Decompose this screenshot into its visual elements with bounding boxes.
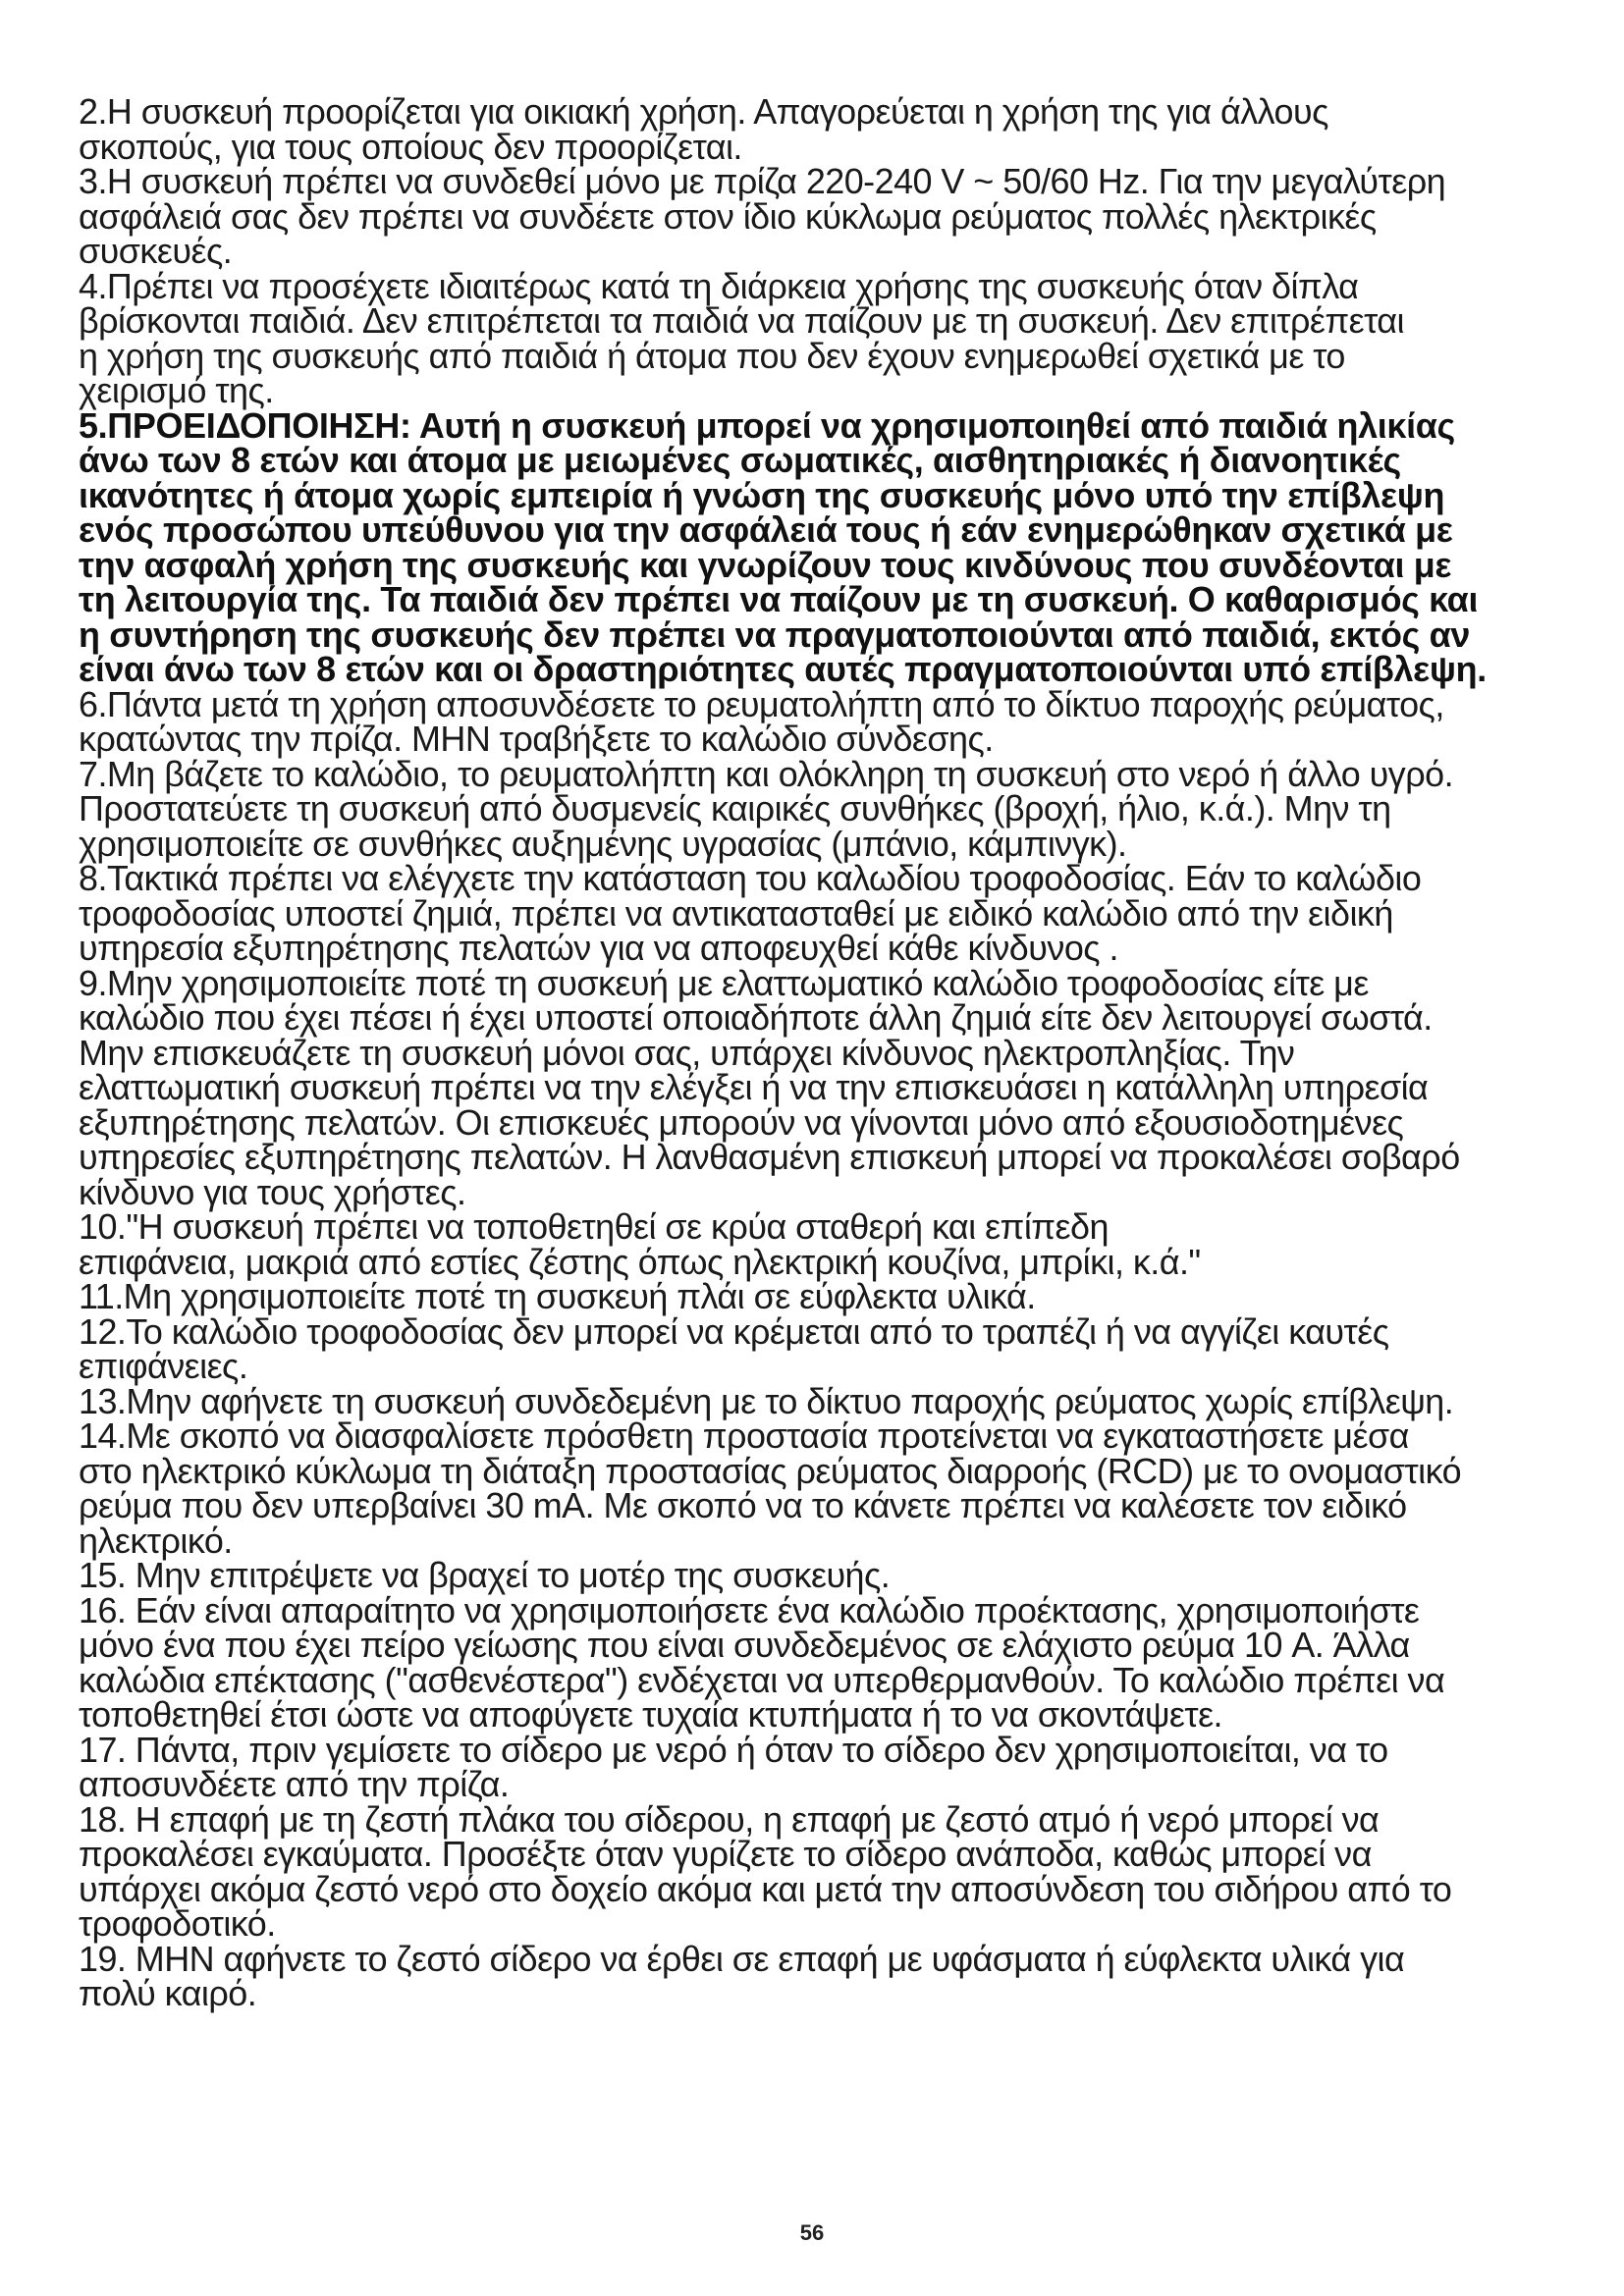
text-line: Μην επισκευάζετε τη συσκευή μόνοι σας, υπάρχει κίνδυνος ηλεκτροπληξίας. Την [79, 1032, 1295, 1073]
warning-text-line: ενός προσώπου υπεύθυνου για την ασφάλειά τους ή εάν ενημερώθηκαν σχετικά με [79, 509, 1453, 550]
text-line: χειρισμό της. [79, 370, 274, 410]
text-line: μόνο ένα που έχει πείρο γείωσης που είναι συνδεδεμένος σε ελάχιστο ρεύμα 10 A. Άλλα [79, 1625, 1410, 1665]
text-lines [79, 91, 1551, 2013]
text-line: κρατώντας την πρίζα. ΜΗΝ τραβήξετε το καλώδιο σύνδεσης. [79, 719, 994, 759]
text-line: 3.Η συσκευή πρέπει να συνδεθεί μόνο με πρίζα 220-240 V ~ 50/60 Hz. Για την μεγαλύτερη [79, 161, 1446, 201]
text-line: 6.Πάντα μετά τη χρήση αποσυνδέσετε το ρευματολήπτη από το δίκτυο παροχής ρεύματος, [79, 683, 1444, 724]
text-line: επιφάνειες. [79, 1346, 248, 1386]
text-line: πολύ καιρό. [79, 1973, 257, 2013]
warning-text-line: η συντήρηση της συσκευής δεν πρέπει να πραγματοποιούνται από παιδιά, εκτός αν [79, 614, 1471, 655]
text-line: προκαλέσει εγκαύματα. Προσέξτε όταν γυρίζετε το σίδερο ανάποδα, καθώς μπορεί να [79, 1834, 1372, 1874]
text-line: 15. Μην επιτρέψετε να βραχεί το μοτέρ της συσκευής. [79, 1555, 891, 1595]
text-line: 16. Εάν είναι απαραίτητο να χρησιμοποιήσετε ένα καλώδιο προέκτασης, χρησιμοποιήστε [79, 1589, 1420, 1630]
text-line: υπάρχει ακόμα ζεστό νερό στο δοχείο ακόμα και μετά την αποσύνδεση του σιδήρου από το [79, 1868, 1452, 1909]
warning-text-line: την ασφαλή χρήση της συσκευής και γνωρίζουν τους κινδύνους που συνδέονται με [79, 544, 1452, 585]
text-line: τροφοδοτικό. [79, 1903, 276, 1944]
text-line: ηλεκτρικό. [79, 1520, 233, 1561]
text-line: 19. ΜΗΝ αφήνετε το ζεστό σίδερο να έρθει σε επαφή με υφάσματα ή εύφλεκτα υλικά για [79, 1938, 1405, 1979]
document-body [79, 91, 1551, 2013]
text-line: 2.Η συσκευή προορίζεται για οικιακή χρήση. Απαγορεύεται η χρήση της για άλλους [79, 91, 1328, 132]
warning-text-line: είναι άνω των 8 ετών και οι δραστηριότητες αυτές πραγματοποιούνται υπό επίβλεψη. [79, 649, 1487, 689]
text-line: συσκευές. [79, 231, 233, 271]
text-line: 4.Πρέπει να προσέχετε ιδιαιτέρως κατά τη διάρκεια χρήσης της συσκευής όταν δίπλα [79, 265, 1359, 306]
text-line: στο ηλεκτρικό κύκλωμα τη διάταξη προστασίας ρεύματος διαρροής (RCD) με το ονομαστικό [79, 1450, 1462, 1491]
text-line: 9.Μην χρησιμοποιείτε ποτέ τη συσκευή με ελαττωματικό καλώδιο τροφοδοσίας είτε με [79, 962, 1369, 1003]
warning-text-line: άνω των 8 ετών και άτομα με μειωμένες σωματικές, αισθητηριακές ή διανοητικές [79, 440, 1401, 480]
warning-text-line: ικανότητες ή άτομα χωρίς εμπειρία ή γνώση της συσκευής μόνο υπό την επίβλεψη [79, 474, 1445, 515]
text-line: υπηρεσίες εξυπηρέτησης πελατών. Η λανθασμένη επισκευή μπορεί να προκαλέσει σοβαρό [79, 1137, 1460, 1177]
text-line: επιφάνεια, μακριά από εστίες ζέστης όπως ηλεκτρική κουζίνα, μπρίκι, κ.ά." [79, 1241, 1201, 1282]
warning-text-line: τη λειτουργία της. Τα παιδιά δεν πρέπει να παίζουν με τη συσκευή. Ο καθαρισμός και [79, 579, 1479, 619]
text-line: καλώδια επέκτασης ("ασθενέστερα") ενδέχεται να υπερθερμανθούν. Το καλώδιο πρέπει να [79, 1659, 1445, 1700]
text-line: 18. Η επαφή με τη ζεστή πλάκα του σίδερου, η επαφή με ζεστό ατμό ή νερό μπορεί να [79, 1798, 1380, 1840]
text-line: τροφοδοσίας υποστεί ζημιά, πρέπει να αντικατασταθεί με ειδικό καλώδιο από την ειδική [79, 892, 1393, 934]
text-line: 11.Μη χρησιμοποιείτε ποτέ τη συσκευή πλάι σε εύφλεκτα υλικά. [79, 1276, 1036, 1316]
text-line: 17. Πάντα, πριν γεμίσετε το σίδερο με νερό ή όταν το σίδερο δεν χρησιμοποιείται, να το [79, 1729, 1388, 1770]
text-line: ασφάλειά σας δεν πρέπει να συνδέετε στον ίδιο κύκλωμα ρεύματος πολλές ηλεκτρικές [79, 195, 1377, 237]
text-line: 10."Η συσκευή πρέπει να τοποθετηθεί σε κρύα σταθερή και επίπεδη [79, 1206, 1109, 1247]
text-line: 7.Μη βάζετε το καλώδιο, το ρευματολήπτη και ολόκληρη τη συσκευή στο νερό ή άλλο υγρό. [79, 753, 1454, 794]
text-line: ρεύμα που δεν υπερβαίνει 30 mA. Με σκοπό να το κάνετε πρέπει να καλέσετε τον ειδικό [79, 1485, 1407, 1525]
text-line: εξυπηρέτησης πελατών. Οι επισκευές μπορούν να γίνονται μόνο από εξουσιοδοτημένες [79, 1101, 1404, 1143]
text-line: αποσυνδέετε από την πρίζα. [79, 1764, 510, 1804]
text-line: κίνδυνο για τους χρήστες. [79, 1171, 466, 1212]
warning-text-line: 5.ΠΡΟΕΙΔΟΠΟΙΗΣΗ: Αυτή η συσκευή μπορεί να χρησιμοποιηθεί από παιδιά ηλικίας [79, 404, 1455, 446]
text-line: η χρήση της συσκευής από παιδιά ή άτομα που δεν έχουν ενημερωθεί σχετικά με το [79, 335, 1345, 376]
text-line: σκοπούς, για τους οποίους δεν προορίζεται. [79, 126, 742, 167]
text-line: τοποθετηθεί έτσι ώστε να αποφύγετε τυχαία κτυπήματα ή το να σκοντάψετε. [79, 1694, 1223, 1735]
text-line: βρίσκονται παιδιά. Δεν επιτρέπεται τα παιδιά να παίζουν με τη συσκευή. Δεν επιτρέπεται [79, 300, 1404, 341]
text-line: 13.Μην αφήνετε τη συσκευή συνδεδεμένη με το δίκτυο παροχής ρεύματος χωρίς επίβλεψη. [79, 1380, 1454, 1421]
text-line: καλώδιο που έχει πέσει ή έχει υποστεί οποιαδήποτε άλλη ζημιά είτε δεν λειτουργεί σωστά. [79, 997, 1433, 1038]
text-line: Προστατεύετε τη συσκευή από δυσμενείς καιρικές συνθήκες (βροχή, ήλιο, κ.ά.). Μην τη [79, 788, 1391, 828]
page-number: 56 [799, 2220, 825, 2245]
text-line: χρησιμοποιείτε σε συνθήκες αυξημένης υγρασίας (μπάνιο, κάμπινγκ). [79, 823, 1127, 864]
text-line: 12.Το καλώδιο τροφοδοσίας δεν μπορεί να κρέμεται από το τραπέζι ή να αγγίζει καυτές [79, 1310, 1389, 1352]
text-line: υπηρεσία εξυπηρέτησης πελατών για να αποφευχθεί κάθε κίνδυνος . [79, 928, 1118, 968]
text-line: 14.Με σκοπό να διασφαλίσετε πρόσθετη προστασία προτείνεται να εγκαταστήσετε μέσα [79, 1415, 1409, 1456]
text-line: 8.Τακτικά πρέπει να ελέγχετε την κατάσταση του καλωδίου τροφοδοσίας. Εάν το καλώδιο [79, 858, 1422, 898]
text-line: ελαττωματική συσκευή πρέπει να την ελέγξει ή να την επισκευάσει η κατάλληλη υπηρεσία [79, 1067, 1429, 1107]
